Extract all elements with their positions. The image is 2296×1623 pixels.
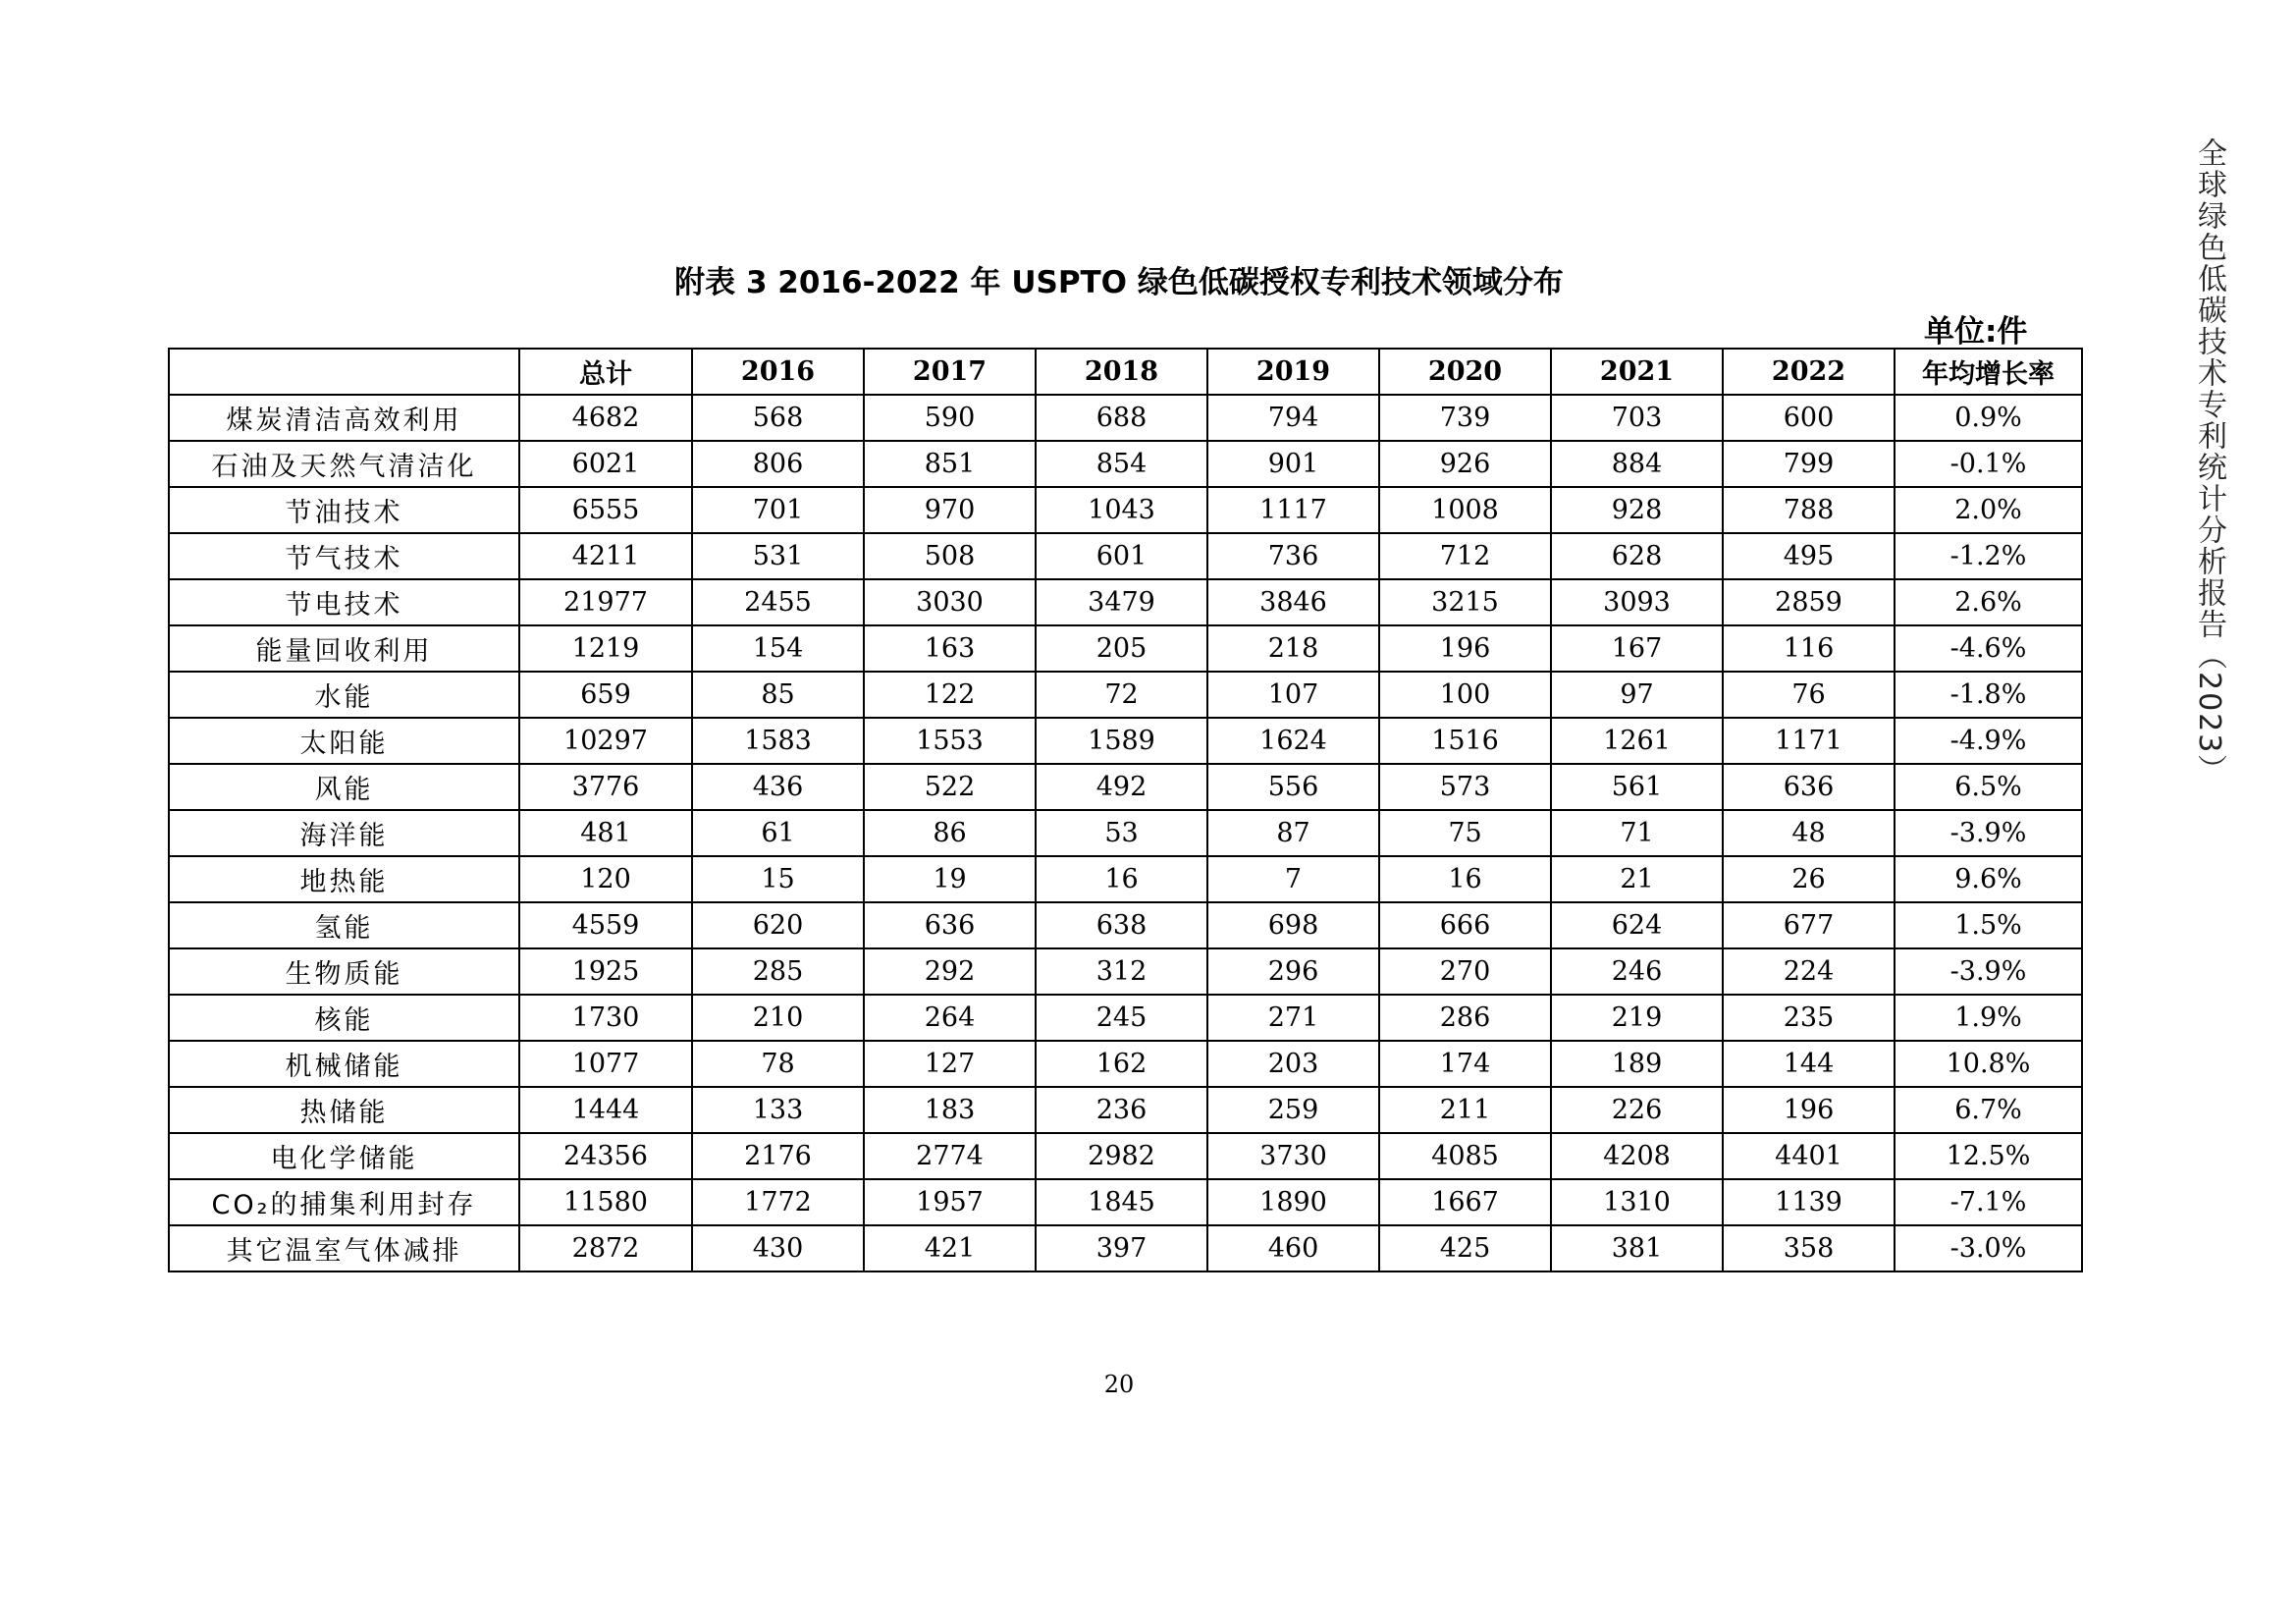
value-cell: 736 (1207, 533, 1379, 579)
value-cell: 2176 (692, 1133, 864, 1179)
table-row (169, 395, 2082, 441)
value-cell: 568 (692, 395, 864, 441)
value-cell: 4682 (519, 395, 692, 441)
growth-rate-cell: 2.6% (1895, 579, 2082, 625)
growth-rate-cell: -3.9% (1895, 948, 2082, 995)
value-cell: 61 (692, 810, 864, 856)
value-cell: 16 (1379, 856, 1551, 902)
value-cell: 16 (1036, 856, 1207, 902)
value-cell: 1730 (519, 995, 692, 1041)
row-label-cell: 水能 (169, 672, 519, 718)
value-cell: 133 (692, 1087, 864, 1133)
value-cell: 460 (1207, 1225, 1379, 1271)
value-cell: 163 (864, 625, 1036, 672)
value-cell: 788 (1723, 487, 1895, 533)
value-cell: 15 (692, 856, 864, 902)
header-cell-2020: 2020 (1379, 349, 1551, 395)
value-cell: 2774 (864, 1133, 1036, 1179)
value-cell: 292 (864, 948, 1036, 995)
table-row (169, 441, 2082, 487)
value-cell: 600 (1723, 395, 1895, 441)
table-body (169, 395, 2082, 1271)
value-cell: 7 (1207, 856, 1379, 902)
value-cell: 271 (1207, 995, 1379, 1041)
growth-rate-cell: -7.1% (1895, 1179, 2082, 1225)
value-cell: 312 (1036, 948, 1207, 995)
row-label-cell: 能量回收利用 (169, 625, 519, 672)
value-cell: 226 (1551, 1087, 1723, 1133)
table-row (169, 533, 2082, 579)
row-label-cell: 节气技术 (169, 533, 519, 579)
row-label-cell: 氢能 (169, 902, 519, 948)
growth-rate-cell: 10.8% (1895, 1041, 2082, 1087)
header-cell-2022: 2022 (1723, 349, 1895, 395)
value-cell: 167 (1551, 625, 1723, 672)
header-cell-2017: 2017 (864, 349, 1036, 395)
value-cell: 154 (692, 625, 864, 672)
unit-label: 单位:件 (1924, 314, 2028, 350)
value-cell: 1444 (519, 1087, 692, 1133)
value-cell: 4401 (1723, 1133, 1895, 1179)
row-label-cell: 风能 (169, 764, 519, 810)
row-label-cell: 热储能 (169, 1087, 519, 1133)
value-cell: 381 (1551, 1225, 1723, 1271)
value-cell: 739 (1379, 395, 1551, 441)
value-cell: 851 (864, 441, 1036, 487)
value-cell: 3846 (1207, 579, 1379, 625)
value-cell: 358 (1723, 1225, 1895, 1271)
value-cell: 174 (1379, 1041, 1551, 1087)
value-cell: 492 (1036, 764, 1207, 810)
table-row (169, 672, 2082, 718)
header-cell-2016: 2016 (692, 349, 864, 395)
value-cell: 6555 (519, 487, 692, 533)
value-cell: 203 (1207, 1041, 1379, 1087)
value-cell: 1008 (1379, 487, 1551, 533)
value-cell: 21 (1551, 856, 1723, 902)
value-cell: 854 (1036, 441, 1207, 487)
value-cell: 636 (864, 902, 1036, 948)
value-cell: 531 (692, 533, 864, 579)
row-label-cell: CO₂的捕集利用封存 (169, 1179, 519, 1225)
growth-rate-cell: -4.9% (1895, 718, 2082, 764)
value-cell: 4208 (1551, 1133, 1723, 1179)
value-cell: 1957 (864, 1179, 1036, 1225)
value-cell: 24356 (519, 1133, 692, 1179)
value-cell: 19 (864, 856, 1036, 902)
value-cell: 970 (864, 487, 1036, 533)
table-row (169, 856, 2082, 902)
value-cell: 259 (1207, 1087, 1379, 1133)
patent-distribution-table (168, 348, 2083, 1272)
value-cell: 3215 (1379, 579, 1551, 625)
value-cell: 10297 (519, 718, 692, 764)
value-cell: 246 (1551, 948, 1723, 995)
header-cell-total: 总计 (519, 349, 692, 395)
value-cell: 794 (1207, 395, 1379, 441)
value-cell: 666 (1379, 902, 1551, 948)
value-cell: 264 (864, 995, 1036, 1041)
value-cell: 926 (1379, 441, 1551, 487)
value-cell: 3030 (864, 579, 1036, 625)
value-cell: 162 (1036, 1041, 1207, 1087)
growth-rate-cell: -1.8% (1895, 672, 2082, 718)
table-row (169, 1041, 2082, 1087)
value-cell: 1219 (519, 625, 692, 672)
growth-rate-cell: -1.2% (1895, 533, 2082, 579)
value-cell: 1043 (1036, 487, 1207, 533)
value-cell: 4211 (519, 533, 692, 579)
growth-rate-cell: -0.1% (1895, 441, 2082, 487)
value-cell: 26 (1723, 856, 1895, 902)
value-cell: 97 (1551, 672, 1723, 718)
growth-rate-cell: -3.9% (1895, 810, 2082, 856)
value-cell: 1553 (864, 718, 1036, 764)
value-cell: 624 (1551, 902, 1723, 948)
value-cell: 421 (864, 1225, 1036, 1271)
row-label-cell: 节油技术 (169, 487, 519, 533)
value-cell: 224 (1723, 948, 1895, 995)
table-title: 附表 3 2016-2022 年 USPTO 绿色低碳授权专利技术领域分布 (674, 265, 1564, 300)
table-header-row (169, 349, 2082, 395)
value-cell: 430 (692, 1225, 864, 1271)
row-label-cell: 机械储能 (169, 1041, 519, 1087)
value-cell: 436 (692, 764, 864, 810)
value-cell: 1667 (1379, 1179, 1551, 1225)
row-label-cell: 海洋能 (169, 810, 519, 856)
header-cell-2019: 2019 (1207, 349, 1379, 395)
value-cell: 245 (1036, 995, 1207, 1041)
row-label-cell: 核能 (169, 995, 519, 1041)
value-cell: 1261 (1551, 718, 1723, 764)
table-row (169, 1133, 2082, 1179)
value-cell: 3093 (1551, 579, 1723, 625)
value-cell: 127 (864, 1041, 1036, 1087)
value-cell: 1516 (1379, 718, 1551, 764)
value-cell: 120 (519, 856, 692, 902)
value-cell: 1139 (1723, 1179, 1895, 1225)
value-cell: 235 (1723, 995, 1895, 1041)
value-cell: 236 (1036, 1087, 1207, 1133)
value-cell: 495 (1723, 533, 1895, 579)
value-cell: 688 (1036, 395, 1207, 441)
value-cell: 48 (1723, 810, 1895, 856)
value-cell: 659 (519, 672, 692, 718)
growth-rate-cell: 1.5% (1895, 902, 2082, 948)
value-cell: 1845 (1036, 1179, 1207, 1225)
value-cell: 72 (1036, 672, 1207, 718)
value-cell: 107 (1207, 672, 1379, 718)
value-cell: 620 (692, 902, 864, 948)
value-cell: 183 (864, 1087, 1036, 1133)
table-row (169, 718, 2082, 764)
table-row (169, 764, 2082, 810)
table-row (169, 995, 2082, 1041)
value-cell: 1117 (1207, 487, 1379, 533)
value-cell: 2872 (519, 1225, 692, 1271)
value-cell: 1925 (519, 948, 692, 995)
growth-rate-cell: 0.9% (1895, 395, 2082, 441)
value-cell: 1310 (1551, 1179, 1723, 1225)
value-cell: 884 (1551, 441, 1723, 487)
value-cell: 561 (1551, 764, 1723, 810)
value-cell: 556 (1207, 764, 1379, 810)
value-cell: 3479 (1036, 579, 1207, 625)
value-cell: 1589 (1036, 718, 1207, 764)
value-cell: 189 (1551, 1041, 1723, 1087)
value-cell: 218 (1207, 625, 1379, 672)
value-cell: 1890 (1207, 1179, 1379, 1225)
value-cell: 806 (692, 441, 864, 487)
value-cell: 601 (1036, 533, 1207, 579)
row-label-cell: 太阳能 (169, 718, 519, 764)
row-label-cell: 节电技术 (169, 579, 519, 625)
side-report-header: 全球绿色低碳技术专利统计分析报告（2023） (2192, 137, 2226, 786)
value-cell: 100 (1379, 672, 1551, 718)
value-cell: 11580 (519, 1179, 692, 1225)
row-label-cell: 石油及天然气清洁化 (169, 441, 519, 487)
value-cell: 3730 (1207, 1133, 1379, 1179)
table-row (169, 1225, 2082, 1271)
value-cell: 196 (1723, 1087, 1895, 1133)
table-row (169, 487, 2082, 533)
value-cell: 397 (1036, 1225, 1207, 1271)
value-cell: 508 (864, 533, 1036, 579)
value-cell: 3776 (519, 764, 692, 810)
value-cell: 1077 (519, 1041, 692, 1087)
value-cell: 636 (1723, 764, 1895, 810)
value-cell: 210 (692, 995, 864, 1041)
value-cell: 522 (864, 764, 1036, 810)
page-number: 20 (1103, 1371, 1135, 1398)
value-cell: 4085 (1379, 1133, 1551, 1179)
value-cell: 75 (1379, 810, 1551, 856)
table-row (169, 948, 2082, 995)
header-cell-2021: 2021 (1551, 349, 1723, 395)
value-cell: 928 (1551, 487, 1723, 533)
table-row (169, 810, 2082, 856)
value-cell: 286 (1379, 995, 1551, 1041)
value-cell: 296 (1207, 948, 1379, 995)
header-cell-2018: 2018 (1036, 349, 1207, 395)
growth-rate-cell: 6.7% (1895, 1087, 2082, 1133)
value-cell: 76 (1723, 672, 1895, 718)
value-cell: 4559 (519, 902, 692, 948)
value-cell: 573 (1379, 764, 1551, 810)
growth-rate-cell: -3.0% (1895, 1225, 2082, 1271)
value-cell: 78 (692, 1041, 864, 1087)
table-row (169, 579, 2082, 625)
table-row (169, 625, 2082, 672)
header-cell-empty (169, 349, 519, 395)
value-cell: 638 (1036, 902, 1207, 948)
value-cell: 1624 (1207, 718, 1379, 764)
value-cell: 211 (1379, 1087, 1551, 1133)
row-label-cell: 煤炭清洁高效利用 (169, 395, 519, 441)
value-cell: 87 (1207, 810, 1379, 856)
value-cell: 53 (1036, 810, 1207, 856)
value-cell: 677 (1723, 902, 1895, 948)
row-label-cell: 电化学储能 (169, 1133, 519, 1179)
value-cell: 205 (1036, 625, 1207, 672)
value-cell: 122 (864, 672, 1036, 718)
value-cell: 2455 (692, 579, 864, 625)
table-row (169, 1087, 2082, 1133)
value-cell: 628 (1551, 533, 1723, 579)
value-cell: 901 (1207, 441, 1379, 487)
row-label-cell: 生物质能 (169, 948, 519, 995)
value-cell: 144 (1723, 1041, 1895, 1087)
value-cell: 799 (1723, 441, 1895, 487)
value-cell: 712 (1379, 533, 1551, 579)
value-cell: 590 (864, 395, 1036, 441)
value-cell: 701 (692, 487, 864, 533)
growth-rate-cell: 2.0% (1895, 487, 2082, 533)
value-cell: 116 (1723, 625, 1895, 672)
value-cell: 703 (1551, 395, 1723, 441)
value-cell: 1772 (692, 1179, 864, 1225)
value-cell: 21977 (519, 579, 692, 625)
growth-rate-cell: -4.6% (1895, 625, 2082, 672)
value-cell: 1583 (692, 718, 864, 764)
growth-rate-cell: 9.6% (1895, 856, 2082, 902)
value-cell: 481 (519, 810, 692, 856)
value-cell: 1171 (1723, 718, 1895, 764)
value-cell: 2859 (1723, 579, 1895, 625)
value-cell: 86 (864, 810, 1036, 856)
header-cell-growth-rate: 年均增长率 (1895, 349, 2082, 395)
row-label-cell: 地热能 (169, 856, 519, 902)
row-label-cell: 其它温室气体减排 (169, 1225, 519, 1271)
table-row (169, 1179, 2082, 1225)
value-cell: 2982 (1036, 1133, 1207, 1179)
table-row (169, 902, 2082, 948)
growth-rate-cell: 6.5% (1895, 764, 2082, 810)
value-cell: 196 (1379, 625, 1551, 672)
value-cell: 6021 (519, 441, 692, 487)
value-cell: 270 (1379, 948, 1551, 995)
growth-rate-cell: 1.9% (1895, 995, 2082, 1041)
value-cell: 85 (692, 672, 864, 718)
value-cell: 71 (1551, 810, 1723, 856)
growth-rate-cell: 12.5% (1895, 1133, 2082, 1179)
value-cell: 425 (1379, 1225, 1551, 1271)
value-cell: 698 (1207, 902, 1379, 948)
value-cell: 219 (1551, 995, 1723, 1041)
value-cell: 285 (692, 948, 864, 995)
